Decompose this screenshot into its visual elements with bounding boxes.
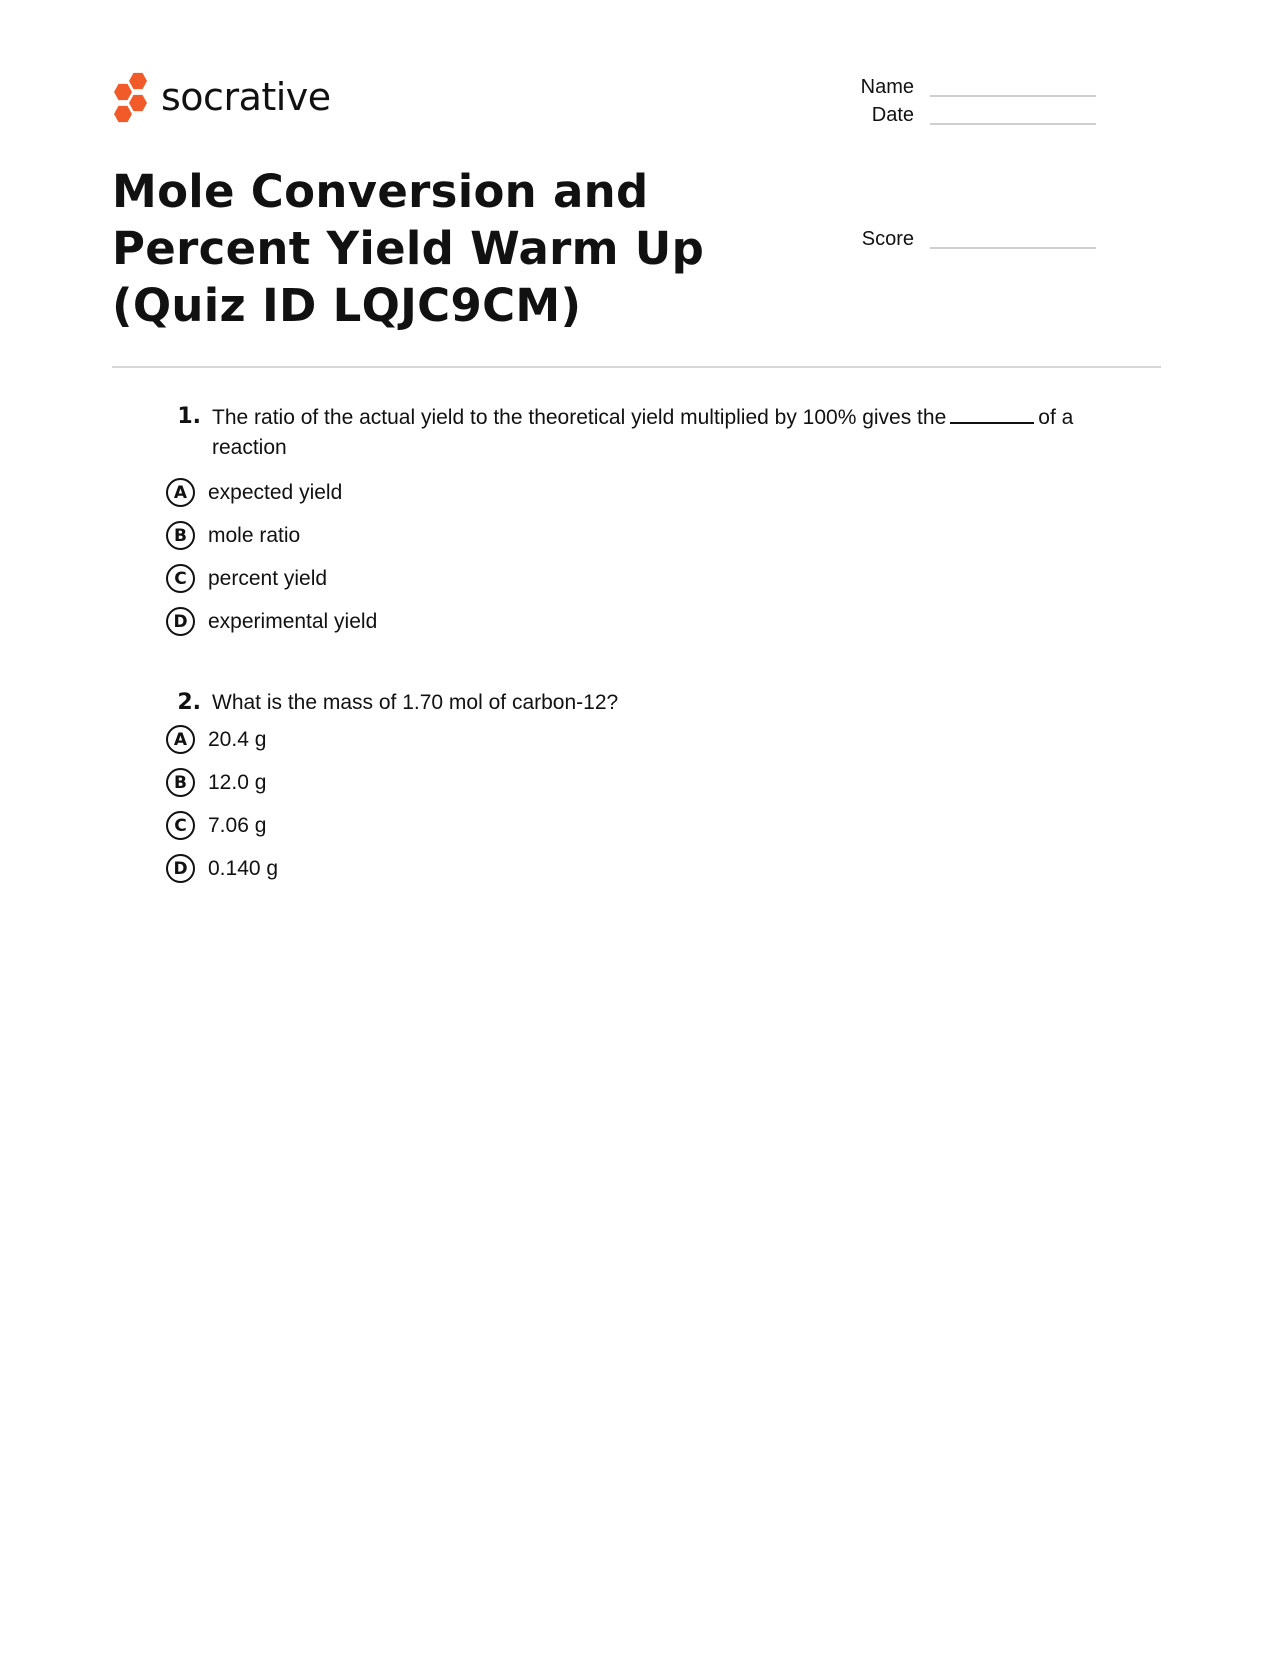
header-divider [112, 366, 1161, 368]
question-1 [160, 402, 1140, 643]
question-text-before-blank: The ratio of the actual yield to the theoretical yield multiplied by 100% gives the [212, 406, 947, 429]
option-text: 0.140 g [208, 856, 279, 880]
name-line[interactable] [930, 94, 1096, 97]
date-label: Date [871, 104, 914, 126]
option-b[interactable] [160, 761, 1140, 804]
option-letter-badge[interactable]: B [166, 521, 195, 550]
option-a[interactable] [160, 718, 1140, 761]
option-text: mole ratio [208, 523, 301, 547]
option-text: expected yield [208, 480, 343, 504]
option-letter-badge[interactable]: D [166, 607, 195, 636]
option-text: 12.0 g [208, 770, 267, 794]
option-letter-badge[interactable]: C [166, 564, 195, 593]
question-text [212, 402, 1140, 463]
score-line[interactable] [930, 246, 1096, 249]
brand-name: socrative [161, 75, 331, 119]
option-c[interactable] [160, 557, 1140, 600]
question-text: What is the mass of 1.70 mol of carbon-12? [212, 691, 619, 714]
option-text: percent yield [208, 566, 328, 590]
option-text: experimental yield [208, 609, 378, 633]
answer-blank [950, 402, 1034, 424]
option-d[interactable] [160, 600, 1140, 643]
question-2 [160, 688, 1140, 890]
option-text: 7.06 g [208, 813, 267, 837]
option-d[interactable] [160, 847, 1140, 890]
date-line[interactable] [930, 122, 1096, 125]
option-letter-badge[interactable]: A [166, 725, 195, 754]
option-text: 20.4 g [208, 727, 267, 751]
score-field[interactable] [814, 228, 1096, 251]
score-label: Score [861, 228, 914, 250]
question-number: 1. [177, 404, 201, 429]
option-letter-badge[interactable]: A [166, 478, 195, 507]
page-title: Mole Conversion and Percent Yield Warm Up (Quiz ID LQJC9CM) [112, 165, 705, 332]
question-number: 2. [177, 690, 201, 715]
question-text-after-blank: of a reaction [212, 406, 1074, 459]
date-field[interactable] [814, 104, 1096, 127]
option-letter-badge[interactable]: D [166, 854, 195, 883]
hexagon-logo-icon [111, 72, 151, 122]
option-a[interactable] [160, 471, 1140, 514]
option-c[interactable] [160, 804, 1140, 847]
option-b[interactable] [160, 514, 1140, 557]
name-label: Name [860, 76, 914, 98]
name-field[interactable] [814, 76, 1096, 99]
option-letter-badge[interactable]: B [166, 768, 195, 797]
option-letter-badge[interactable]: C [166, 811, 195, 840]
socrative-logo [111, 72, 331, 122]
